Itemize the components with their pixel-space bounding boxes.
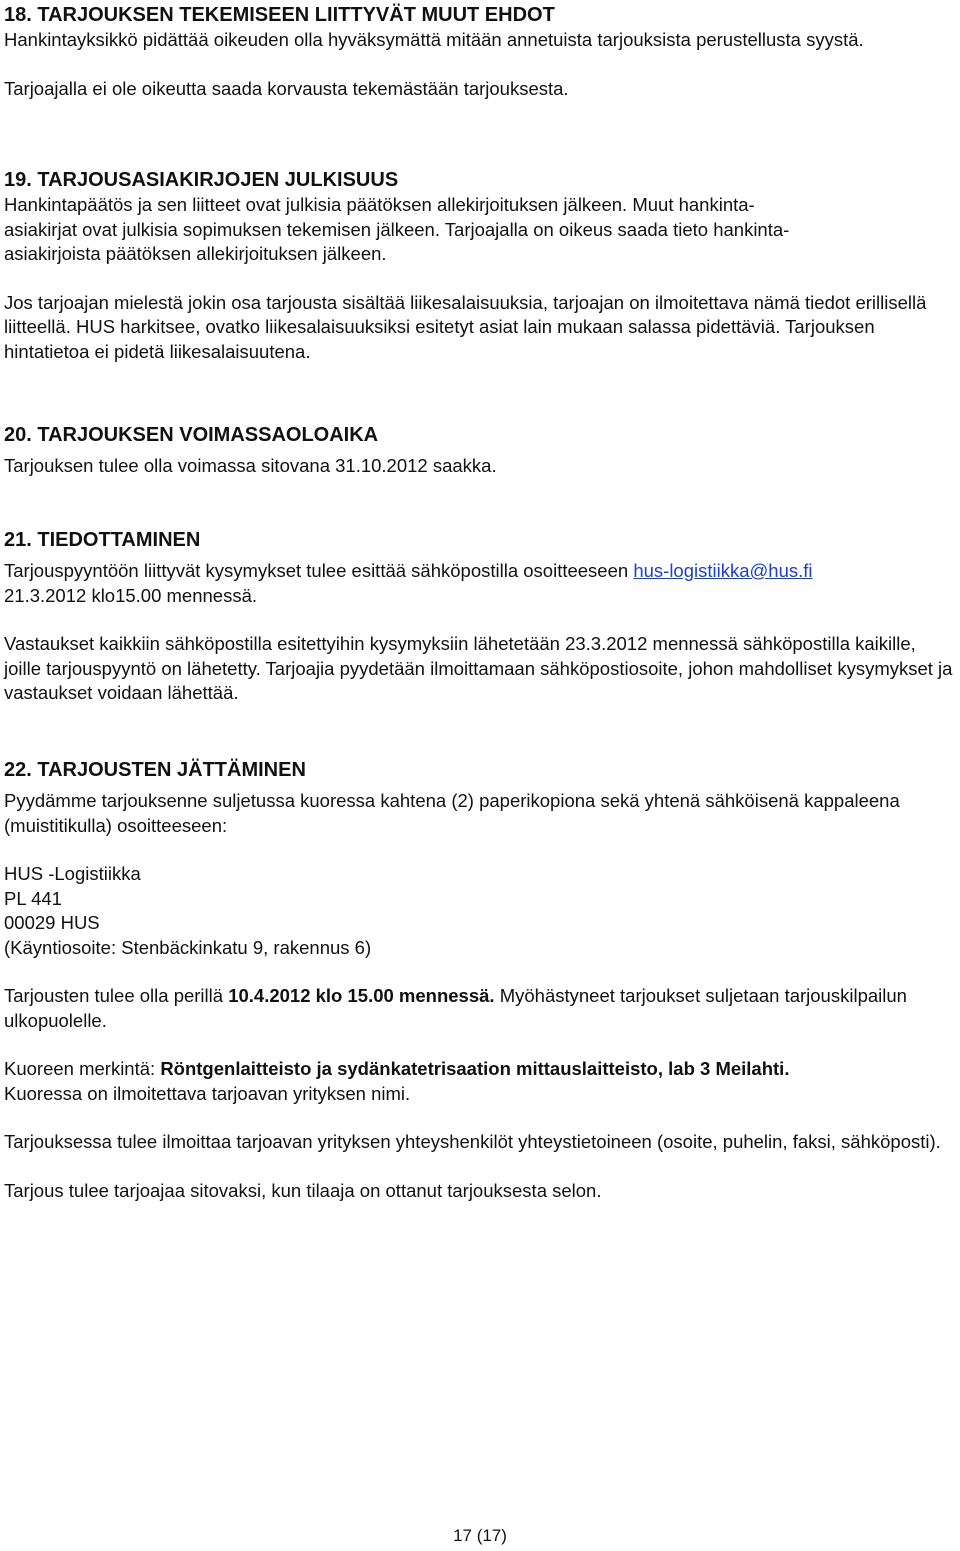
section-21: [4, 528, 956, 706]
spacer: [4, 608, 956, 632]
section-18: [4, 3, 956, 101]
spacer: [4, 53, 956, 77]
section-21-title: 21. TIEDOTTAMINEN: [4, 529, 201, 551]
section-19-paragraph-1: [4, 193, 956, 267]
section-20-paragraph-1: Tarjouksen tulee olla voimassa sitovana 31.10.2012 saakka.: [4, 455, 497, 476]
marking-end: .: [784, 1058, 790, 1079]
address-line: 00029 HUS: [4, 912, 100, 933]
deadline-text-before: Tarjousten tulee olla perillä: [4, 985, 229, 1006]
deadline-bold: 10.4.2012 klo 15.00 mennessä.: [228, 985, 495, 1006]
section-22: [4, 758, 956, 1203]
section-19-line-2: asiakirjat ovat julkisia sopimuksen tekemisen jälkeen. Tarjoajalla on oikeus saada tieto hankinta-: [4, 218, 790, 240]
section-18-paragraph-1: Hankintayksikkö pidättää oikeuden olla hyväksymättä mitään annetuista tarjouksista perustellusta syystä.: [4, 29, 864, 50]
marking-paragraph: [4, 1057, 956, 1106]
address-block: [4, 862, 956, 960]
marking-bold: Röntgenlaitteisto ja sydänkatetrisaation mittauslaitteisto, lab 3 Meilahti: [160, 1058, 785, 1079]
section-21-text-before-email: Tarjouspyyntöön liittyvät kysymykset tulee esittää sähköpostilla osoitteeseen: [4, 560, 634, 581]
section-21-paragraph-2: Vastaukset kaikkiin sähköpostilla esitettyihin kysymyksiin lähetetään 23.3.2012 mennessä sähköpostilla kaikille, joille tarjouspyyntö on lähetetty. Tarjoajia pyydetään ilmoittamaan sähköpostiosoite, johon mahdolliset kysymykset ja vastaukset voidaan lähettää.: [4, 633, 953, 703]
spacer: [4, 1106, 956, 1130]
spacer: [4, 1033, 956, 1057]
section-18-title: 18. TARJOUKSEN TEKEMISEEN LIITTYVÄT MUUT EHDOT: [4, 4, 555, 26]
contacts-paragraph: Tarjouksessa tulee ilmoittaa tarjoavan yrityksen yhteyshenkilöt yhteystietoineen (osoite, puhelin, faksi, sähköposti).: [4, 1131, 941, 1152]
section-20: [4, 423, 956, 479]
section-22-paragraph-1: Pyydämme tarjouksenne suljetussa kuoressa kahtena (2) paperikopiona sekä yhtenä sähköisenä kappaleena (muistitikulla) osoitteeseen:: [4, 790, 900, 836]
deadline-paragraph: [4, 984, 956, 1033]
spacer: [4, 960, 956, 984]
address-line: (Käyntiosoite: Stenbäckinkatu 9, rakennus 6): [4, 936, 372, 958]
binding-paragraph: Tarjous tulee tarjoajaa sitovaksi, kun tilaaja on ottanut tarjouksesta selon.: [4, 1179, 602, 1201]
page-number: 17 (17): [453, 1526, 507, 1545]
section-19: [4, 168, 956, 364]
marking-label: Kuoreen merkintä:: [4, 1058, 161, 1079]
spacer: [4, 267, 956, 291]
section-22-title: 22. TARJOUSTEN JÄTTÄMINEN: [4, 759, 306, 781]
section-19-line-3: asiakirjoista päätöksen allekirjoituksen jälkeen.: [4, 243, 387, 264]
section-19-line-1: Hankintapäätös ja sen liitteet ovat julkisia päätöksen allekirjoituksen jälkeen. Muut hankinta-: [4, 194, 755, 215]
deadline-text-after: Myöhästyneet tarjoukset suljetaan tarjouskilpailun ulkopuolelle.: [4, 985, 907, 1031]
email-link[interactable]: hus-logistiikka@hus.fi: [633, 560, 813, 581]
section-21-paragraph-1: [4, 559, 956, 608]
section-18-paragraph-2: Tarjoajalla ei ole oikeutta saada korvausta tekemästään tarjouksesta.: [4, 77, 569, 99]
address-line: PL 441: [4, 887, 62, 909]
section-21-text-after-email: 21.3.2012 klo15.00 mennessä.: [4, 584, 258, 606]
marking-line-2: Kuoressa on ilmoitettava tarjoavan yrityksen nimi.: [4, 1082, 411, 1104]
section-19-paragraph-2: Jos tarjoajan mielestä jokin osa tarjousta sisältää liikesalaisuuksia, tarjoajan on ilmoitettava nämä tiedot erillisellä liitteellä. HUS harkitsee, ovatko liikesalaisuuksiksi esitetyt asiat lain mukaan salassa pidettäviä. Tarjouksen hintatietoa ei pidetä liikesalaisuutena.: [4, 291, 927, 362]
address-line: HUS -Logistiikka: [4, 863, 141, 884]
section-20-title: 20. TARJOUKSEN VOIMASSAOLOAIKA: [4, 424, 379, 446]
spacer: [4, 1155, 956, 1179]
section-19-title: 19. TARJOUSASIAKIRJOJEN JULKISUUS: [4, 169, 399, 191]
spacer: [4, 838, 956, 862]
